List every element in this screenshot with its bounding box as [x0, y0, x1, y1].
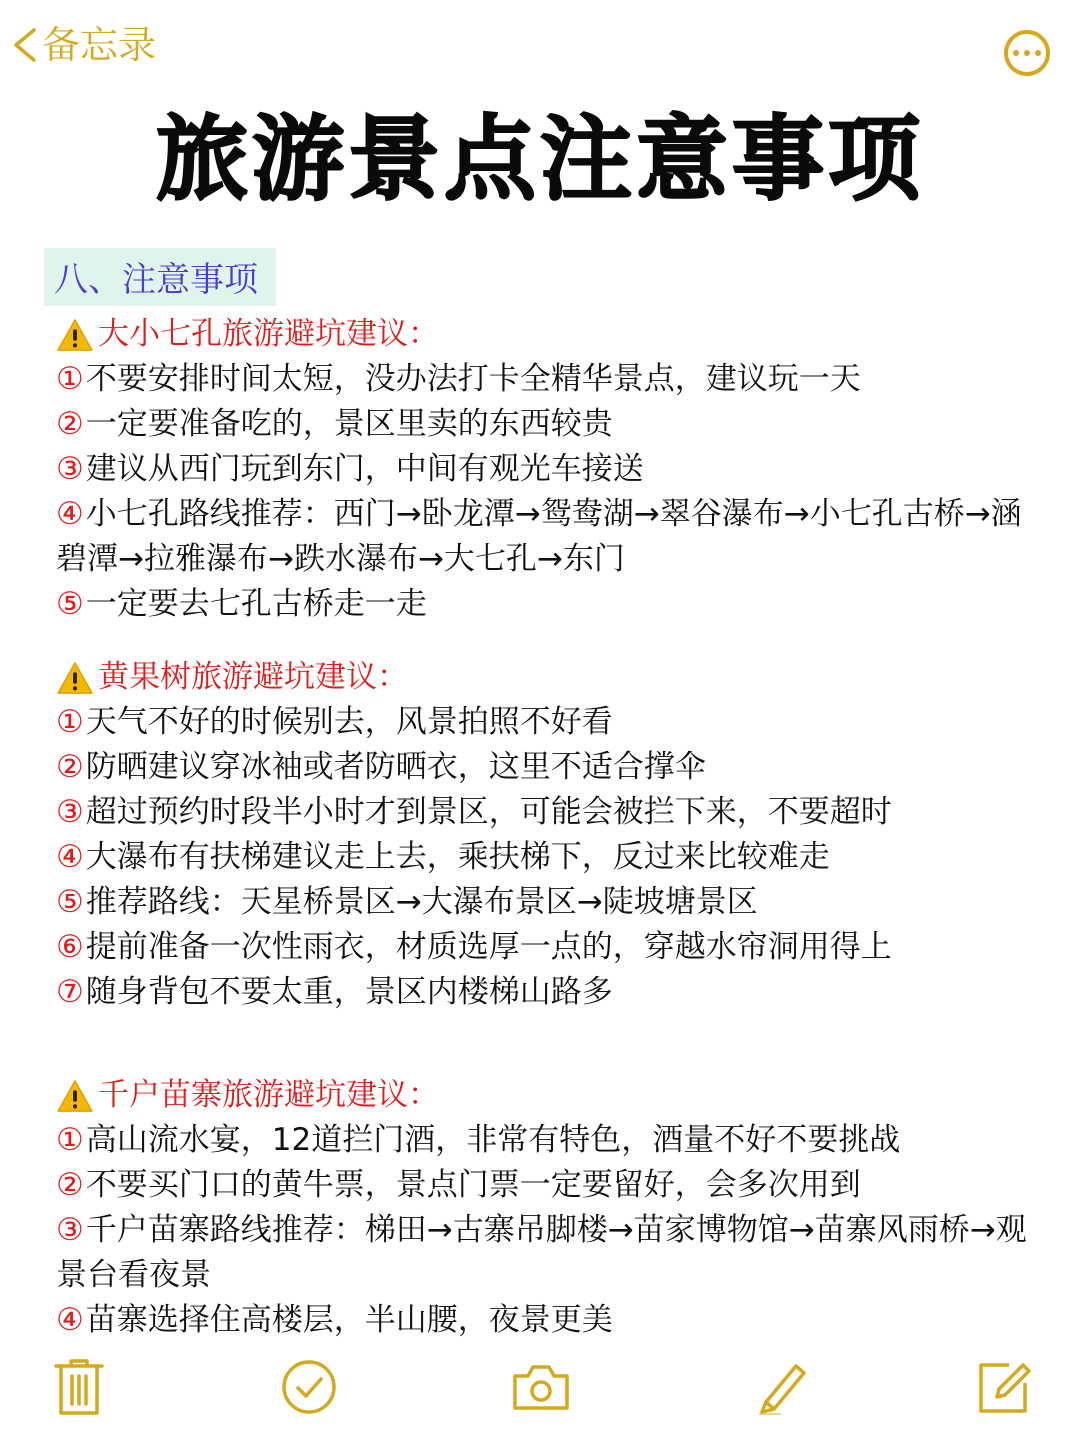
list-item: ②防晒建议穿冰袖或者防晒衣，这里不适合撑伞 [56, 749, 706, 785]
delete-button[interactable] [48, 1354, 110, 1420]
section-heading: 八、注意事项 [44, 248, 276, 306]
compose-icon [975, 1357, 1035, 1417]
markup-button[interactable] [752, 1354, 814, 1420]
back-label: 备忘录 [42, 23, 157, 67]
list-item: ①高山流水宴，12道拦门酒，非常有特色，酒量不好不要挑战 [56, 1122, 901, 1158]
list-item: ③千户苗寨路线推荐：梯田→古寨吊脚楼→苗家博物馆→苗寨风雨桥→观景台看夜景 [56, 1212, 1027, 1293]
back-button[interactable] [10, 23, 157, 67]
list-item: ①天气不好的时候别去，风景拍照不好看 [56, 704, 613, 740]
trash-icon [52, 1356, 106, 1418]
list-item: ④小七孔路线推荐：西门→卧龙潭→鸳鸯湖→翠谷瀑布→小七孔古桥→涵碧潭→拉雅瀑布→跌水瀑布→大七孔→东门 [56, 496, 1022, 577]
note-body[interactable] [56, 312, 1046, 1343]
warning-heading [56, 1073, 1046, 1118]
warning-heading-text: 大小七孔旅游避坑建议： [98, 316, 439, 352]
list-item: ④苗寨选择住高楼层，半山腰，夜景更美 [56, 1302, 613, 1338]
bottom-toolbar [0, 1354, 1080, 1424]
warning-icon [56, 661, 94, 695]
warning-heading [56, 312, 1046, 357]
warning-heading-text: 千户苗寨旅游避坑建议： [98, 1077, 439, 1113]
warning-icon [56, 1079, 94, 1113]
list-item: ③超过预约时段半小时才到景区，可能会被拦下来，不要超时 [56, 794, 892, 830]
compose-button[interactable] [974, 1354, 1036, 1420]
list-item: ③建议从西门玩到东门，中间有观光车接送 [56, 451, 644, 487]
list-item: ⑤一定要去七孔古桥走一走 [56, 586, 427, 622]
warning-heading-text: 黄果树旅游避坑建议： [98, 659, 408, 695]
chevron-left-icon [10, 27, 40, 63]
list-item: ⑥提前准备一次性雨衣，材质选厚一点的，穿越水帘洞用得上 [56, 929, 892, 965]
note-title: 旅游景点注意事项 [155, 106, 924, 213]
list-item: ①不要安排时间太短，没办法打卡全精华景点，建议玩一天 [56, 361, 861, 397]
list-item: ⑤推荐路线：天星桥景区→大瀑布景区→陡坡塘景区 [56, 884, 758, 920]
ellipsis-icon [1013, 50, 1041, 56]
checkmark-icon [280, 1358, 338, 1416]
list-item: ②一定要准备吃的，景区里卖的东西较贵 [56, 406, 613, 442]
more-options-button[interactable] [1004, 30, 1050, 76]
list-item: ④大瀑布有扶梯建议走上去，乘扶梯下，反过来比较难走 [56, 839, 830, 875]
list-item: ⑦随身背包不要太重，景区内楼梯山路多 [56, 974, 613, 1010]
pen-icon [752, 1356, 814, 1418]
camera-icon [510, 1360, 572, 1414]
warning-icon [56, 318, 94, 352]
camera-button[interactable] [510, 1354, 572, 1420]
checklist-button[interactable] [278, 1354, 340, 1420]
list-item: ②不要买门口的黄牛票，景点门票一定要留好，会多次用到 [56, 1167, 861, 1203]
warning-heading [56, 655, 1046, 700]
